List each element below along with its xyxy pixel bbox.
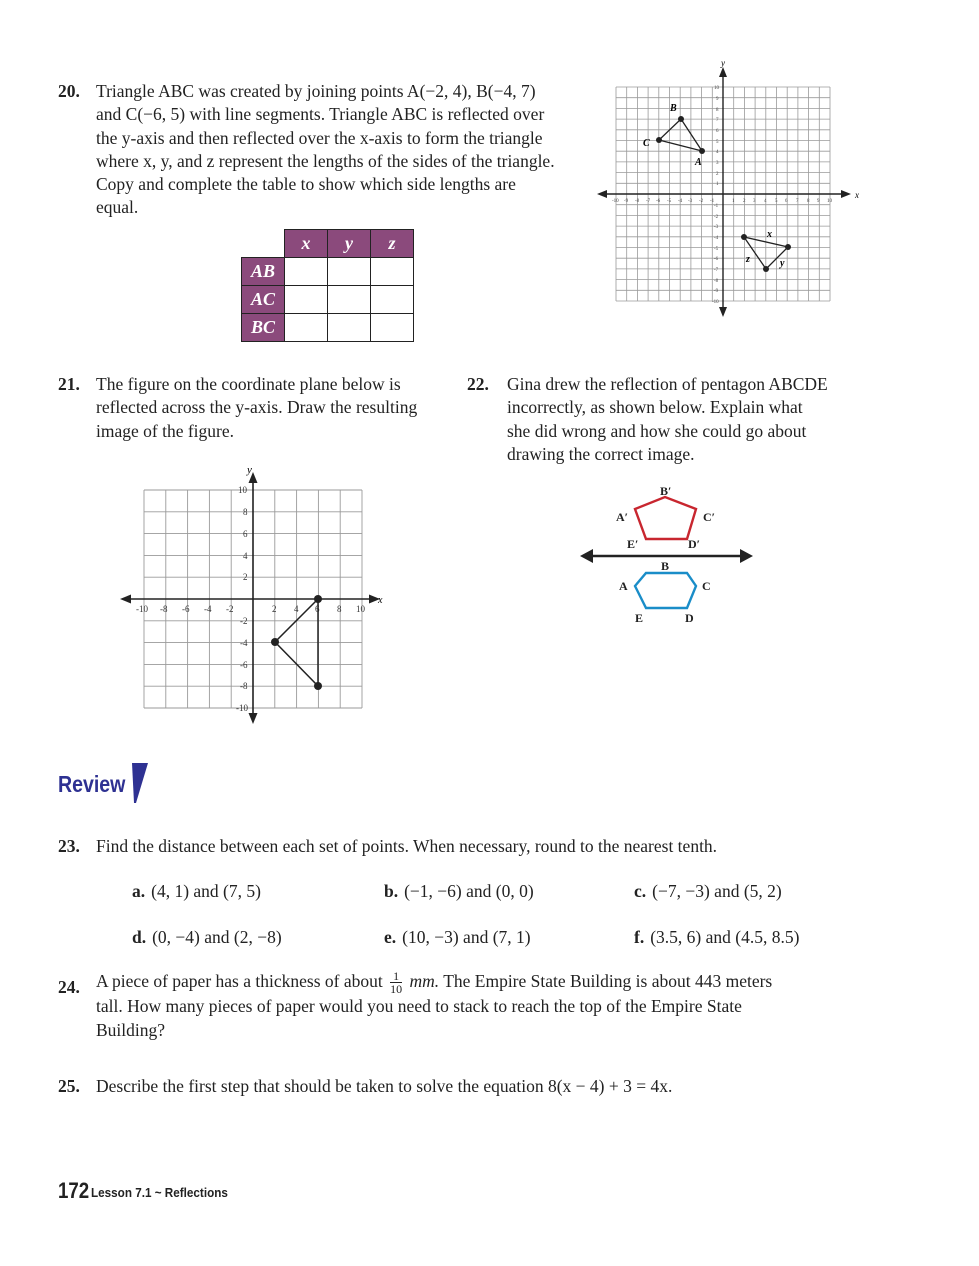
tick-label: -3: [688, 199, 693, 204]
tick-label: 5: [775, 199, 778, 204]
tick-label: 5: [716, 140, 719, 145]
tick-label: -9: [624, 199, 629, 204]
tick-label: 4: [764, 199, 767, 204]
text-line: incorrectly, as shown below. Explain what: [507, 397, 803, 418]
problem-number: 24.: [58, 977, 80, 997]
graph-20: [595, 55, 865, 320]
col-header-y: y: [328, 230, 371, 258]
tick-label: 7: [796, 199, 799, 204]
label-a: A: [619, 579, 628, 593]
text-line: Find the distance between each set of points. When necessary, round to the nearest tenth.: [96, 836, 718, 856]
problem-number: 20.: [58, 81, 80, 101]
tick-label: 6: [315, 604, 320, 614]
tick-label: -4: [678, 199, 683, 204]
point-c: [656, 137, 662, 143]
tick-label: 2: [243, 572, 248, 582]
distance-item-b: [384, 881, 534, 902]
y-axis-arrow-down: [719, 307, 727, 317]
text-line: and C(−6, 5) with line segments. Triangle ABC is reflected over: [96, 104, 545, 125]
tick-label: -2: [226, 604, 234, 614]
problem-number: 25.: [58, 1076, 80, 1096]
problem-text: [96, 373, 417, 443]
item-text: (−7, −3) and (5, 2): [652, 881, 782, 901]
label-e-prime: E′: [627, 537, 639, 551]
item-label: d.: [132, 927, 147, 947]
tick-label: 1: [732, 199, 735, 204]
label-a-prime: A′: [616, 510, 629, 524]
label-a: A: [695, 157, 702, 168]
tick-label: -10: [136, 604, 148, 614]
table-cell[interactable]: [285, 314, 328, 342]
tick-label: -2: [699, 199, 704, 204]
table-cell[interactable]: [371, 314, 414, 342]
tick-label: 10: [827, 199, 832, 204]
tick-label: -6: [240, 660, 248, 670]
reflected-point: [741, 234, 747, 240]
pentagon-original: [635, 573, 696, 608]
distance-item-e: [384, 927, 531, 948]
item-text: (10, −3) and (7, 1): [402, 927, 531, 947]
tick-label: -5: [714, 247, 719, 252]
fraction-numerator: 1: [390, 970, 402, 983]
tick-label: 4: [716, 150, 719, 155]
text-line: [96, 970, 772, 995]
distance-item-d: [132, 927, 282, 948]
tick-label: 1: [716, 182, 719, 187]
vertex-point: [314, 595, 322, 603]
text-line: Describe the first step that should be taken to solve the equation 8(x − 4) + 3 = 4x.: [96, 1076, 673, 1096]
tick-label: -5: [667, 199, 672, 204]
item-label: f.: [634, 927, 645, 947]
text-segment: The Empire State Building is about 443 meters: [443, 971, 773, 991]
item-text: (−1, −6) and (0, 0): [404, 881, 534, 901]
tick-label: -2: [240, 616, 248, 626]
tick-label: 6: [785, 199, 788, 204]
point-b: [678, 116, 684, 122]
tick-label: 8: [807, 199, 810, 204]
problem-number: 23.: [58, 836, 80, 856]
label-e: E: [635, 611, 644, 625]
text-line: the y-axis and then reflected over the x-axis to form the triangle: [96, 127, 543, 148]
x-axis-arrow-left: [597, 190, 607, 198]
item-text: (4, 1) and (7, 5): [151, 881, 261, 901]
tick-label: 10: [238, 485, 247, 495]
tick-label: -8: [240, 681, 248, 691]
tick-label: 10: [714, 86, 719, 91]
fraction-one-tenth: [390, 970, 402, 995]
reflected-point: [785, 244, 791, 250]
review-accent-mark: [128, 761, 150, 805]
table-cell[interactable]: [285, 258, 328, 286]
item-label: c.: [634, 881, 647, 901]
text-line: image of the figure.: [96, 420, 235, 441]
lesson-title: Lesson 7.1 ~ Reflections: [91, 1185, 228, 1200]
distance-item-c: [634, 881, 782, 902]
x-tick-labels: [136, 604, 366, 614]
label-d-prime: D′: [688, 537, 701, 551]
tick-label: -4: [240, 638, 248, 648]
tick-label: -10: [612, 199, 619, 204]
unit-mm: mm.: [409, 971, 440, 991]
col-header-x: x: [285, 230, 328, 258]
label-c: C: [643, 138, 650, 149]
tick-label: -8: [635, 199, 640, 204]
tick-label: -3: [714, 225, 719, 230]
label-b: B: [670, 103, 677, 114]
tick-label: -9: [714, 289, 719, 294]
problem-text: [96, 1075, 672, 1098]
y-axis-label: y: [721, 58, 725, 68]
item-label: a.: [132, 881, 146, 901]
tick-label: 2: [743, 199, 746, 204]
text-line: Gina drew the reflection of pentagon ABCDE: [507, 374, 828, 394]
tick-label: -7: [646, 199, 651, 204]
axes: [127, 478, 373, 720]
label-side-x: x: [767, 229, 772, 240]
table-cell[interactable]: [328, 314, 371, 342]
tick-label: 8: [716, 108, 719, 113]
item-text: (3.5, 6) and (4.5, 8.5): [650, 927, 800, 947]
y-axis-arrow-down: [249, 713, 258, 724]
tick-label: 10: [356, 604, 365, 614]
distance-item-f: [634, 927, 799, 948]
review-heading: Review: [58, 771, 126, 797]
problem-number: 22.: [467, 374, 489, 394]
tick-label: 8: [337, 604, 342, 614]
problem-number: 21.: [58, 374, 80, 394]
tick-label: -10: [712, 300, 719, 305]
tick-label: -6: [656, 199, 661, 204]
table-cell[interactable]: [285, 286, 328, 314]
side-length-table: [241, 229, 414, 342]
tick-label: 9: [817, 199, 820, 204]
table-cell[interactable]: [328, 286, 371, 314]
text-line: The figure on the coordinate plane below is: [96, 374, 401, 394]
problem-text: [96, 80, 555, 220]
table-cell[interactable]: [328, 258, 371, 286]
tick-label: -8: [160, 604, 168, 614]
row-header-bc: BC: [242, 314, 285, 342]
tick-label: -4: [714, 236, 719, 241]
tick-label: 3: [716, 161, 719, 166]
tick-label: 4: [243, 551, 248, 561]
text-line: tall. How many pieces of paper would you need to stack to reach the top of the Empire State: [96, 996, 742, 1017]
tick-label: -7: [714, 268, 719, 273]
x-axis-label: x: [378, 595, 383, 606]
item-text: (0, −4) and (2, −8): [152, 927, 282, 947]
text-line: Building?: [96, 1019, 166, 1040]
y-axis-arrow-up: [719, 67, 727, 77]
item-label: e.: [384, 927, 397, 947]
label-b: B: [661, 559, 670, 573]
vertex-point: [271, 638, 279, 646]
tick-label: 2: [272, 604, 277, 614]
tick-label: 6: [716, 129, 719, 134]
y-axis-label: y: [247, 464, 252, 476]
x-axis-arrow-right: [841, 190, 851, 198]
tick-label: -10: [236, 703, 248, 713]
text-line: where x, y, and z represent the lengths of the sides of the triangle.: [96, 150, 555, 171]
reflected-point: [763, 266, 769, 272]
vertex-point: [314, 682, 322, 690]
tick-label: -6: [182, 604, 190, 614]
row-header-ab: AB: [242, 258, 285, 286]
x-axis-label: x: [855, 190, 859, 200]
tick-label: -6: [714, 257, 719, 262]
problem-text: [96, 835, 717, 858]
label-b-prime: B′: [660, 484, 672, 498]
text-line: equal.: [96, 197, 139, 218]
row-header-ac: AC: [242, 286, 285, 314]
x-axis-arrow-left: [120, 595, 131, 604]
line-arrow-right: [740, 549, 753, 563]
col-header-z: z: [371, 230, 414, 258]
x-tick-labels: [612, 199, 833, 204]
tick-label: 3: [753, 199, 756, 204]
tick-label: 9: [716, 97, 719, 102]
label-d: D: [685, 611, 694, 625]
tick-label: 6: [243, 529, 248, 539]
table-cell[interactable]: [371, 286, 414, 314]
point-a: [699, 148, 705, 154]
label-c: C: [702, 579, 711, 593]
page-number: 172: [58, 1178, 90, 1203]
label-side-y: y: [780, 258, 785, 269]
tick-label: -8: [714, 279, 719, 284]
table-corner: [242, 230, 285, 258]
table-cell[interactable]: [371, 258, 414, 286]
text-line: reflected across the y-axis. Draw the resulting: [96, 397, 418, 418]
text-line: drawing the correct image.: [507, 443, 695, 464]
text-line: she did wrong and how she could go about: [507, 420, 807, 441]
graph-21: [115, 460, 390, 725]
text-segment: A piece of paper has a thickness of about: [96, 971, 383, 991]
problem-text: [96, 970, 772, 1042]
tick-label: 4: [294, 604, 299, 614]
text-line: Triangle ABC was created by joining points A(−2, 4), B(−4, 7): [96, 81, 536, 101]
tick-label: -1: [714, 204, 719, 209]
text-line: Copy and complete the table to show which side lengths are: [96, 174, 516, 195]
tick-label: -1: [710, 199, 715, 204]
fraction-denominator: 10: [390, 982, 403, 997]
pentagon-image: [635, 497, 696, 539]
tick-label: -4: [204, 604, 212, 614]
tick-label: 2: [716, 172, 719, 177]
tick-label: 8: [243, 507, 248, 517]
label-side-z: z: [746, 254, 750, 265]
distance-item-a: [132, 881, 261, 902]
tick-label: -2: [714, 215, 719, 220]
pentagon-figure: [575, 480, 760, 625]
tick-label: 7: [716, 118, 719, 123]
problem-text: [507, 373, 828, 466]
label-c-prime: C′: [703, 510, 716, 524]
line-arrow-left: [580, 549, 593, 563]
item-label: b.: [384, 881, 399, 901]
